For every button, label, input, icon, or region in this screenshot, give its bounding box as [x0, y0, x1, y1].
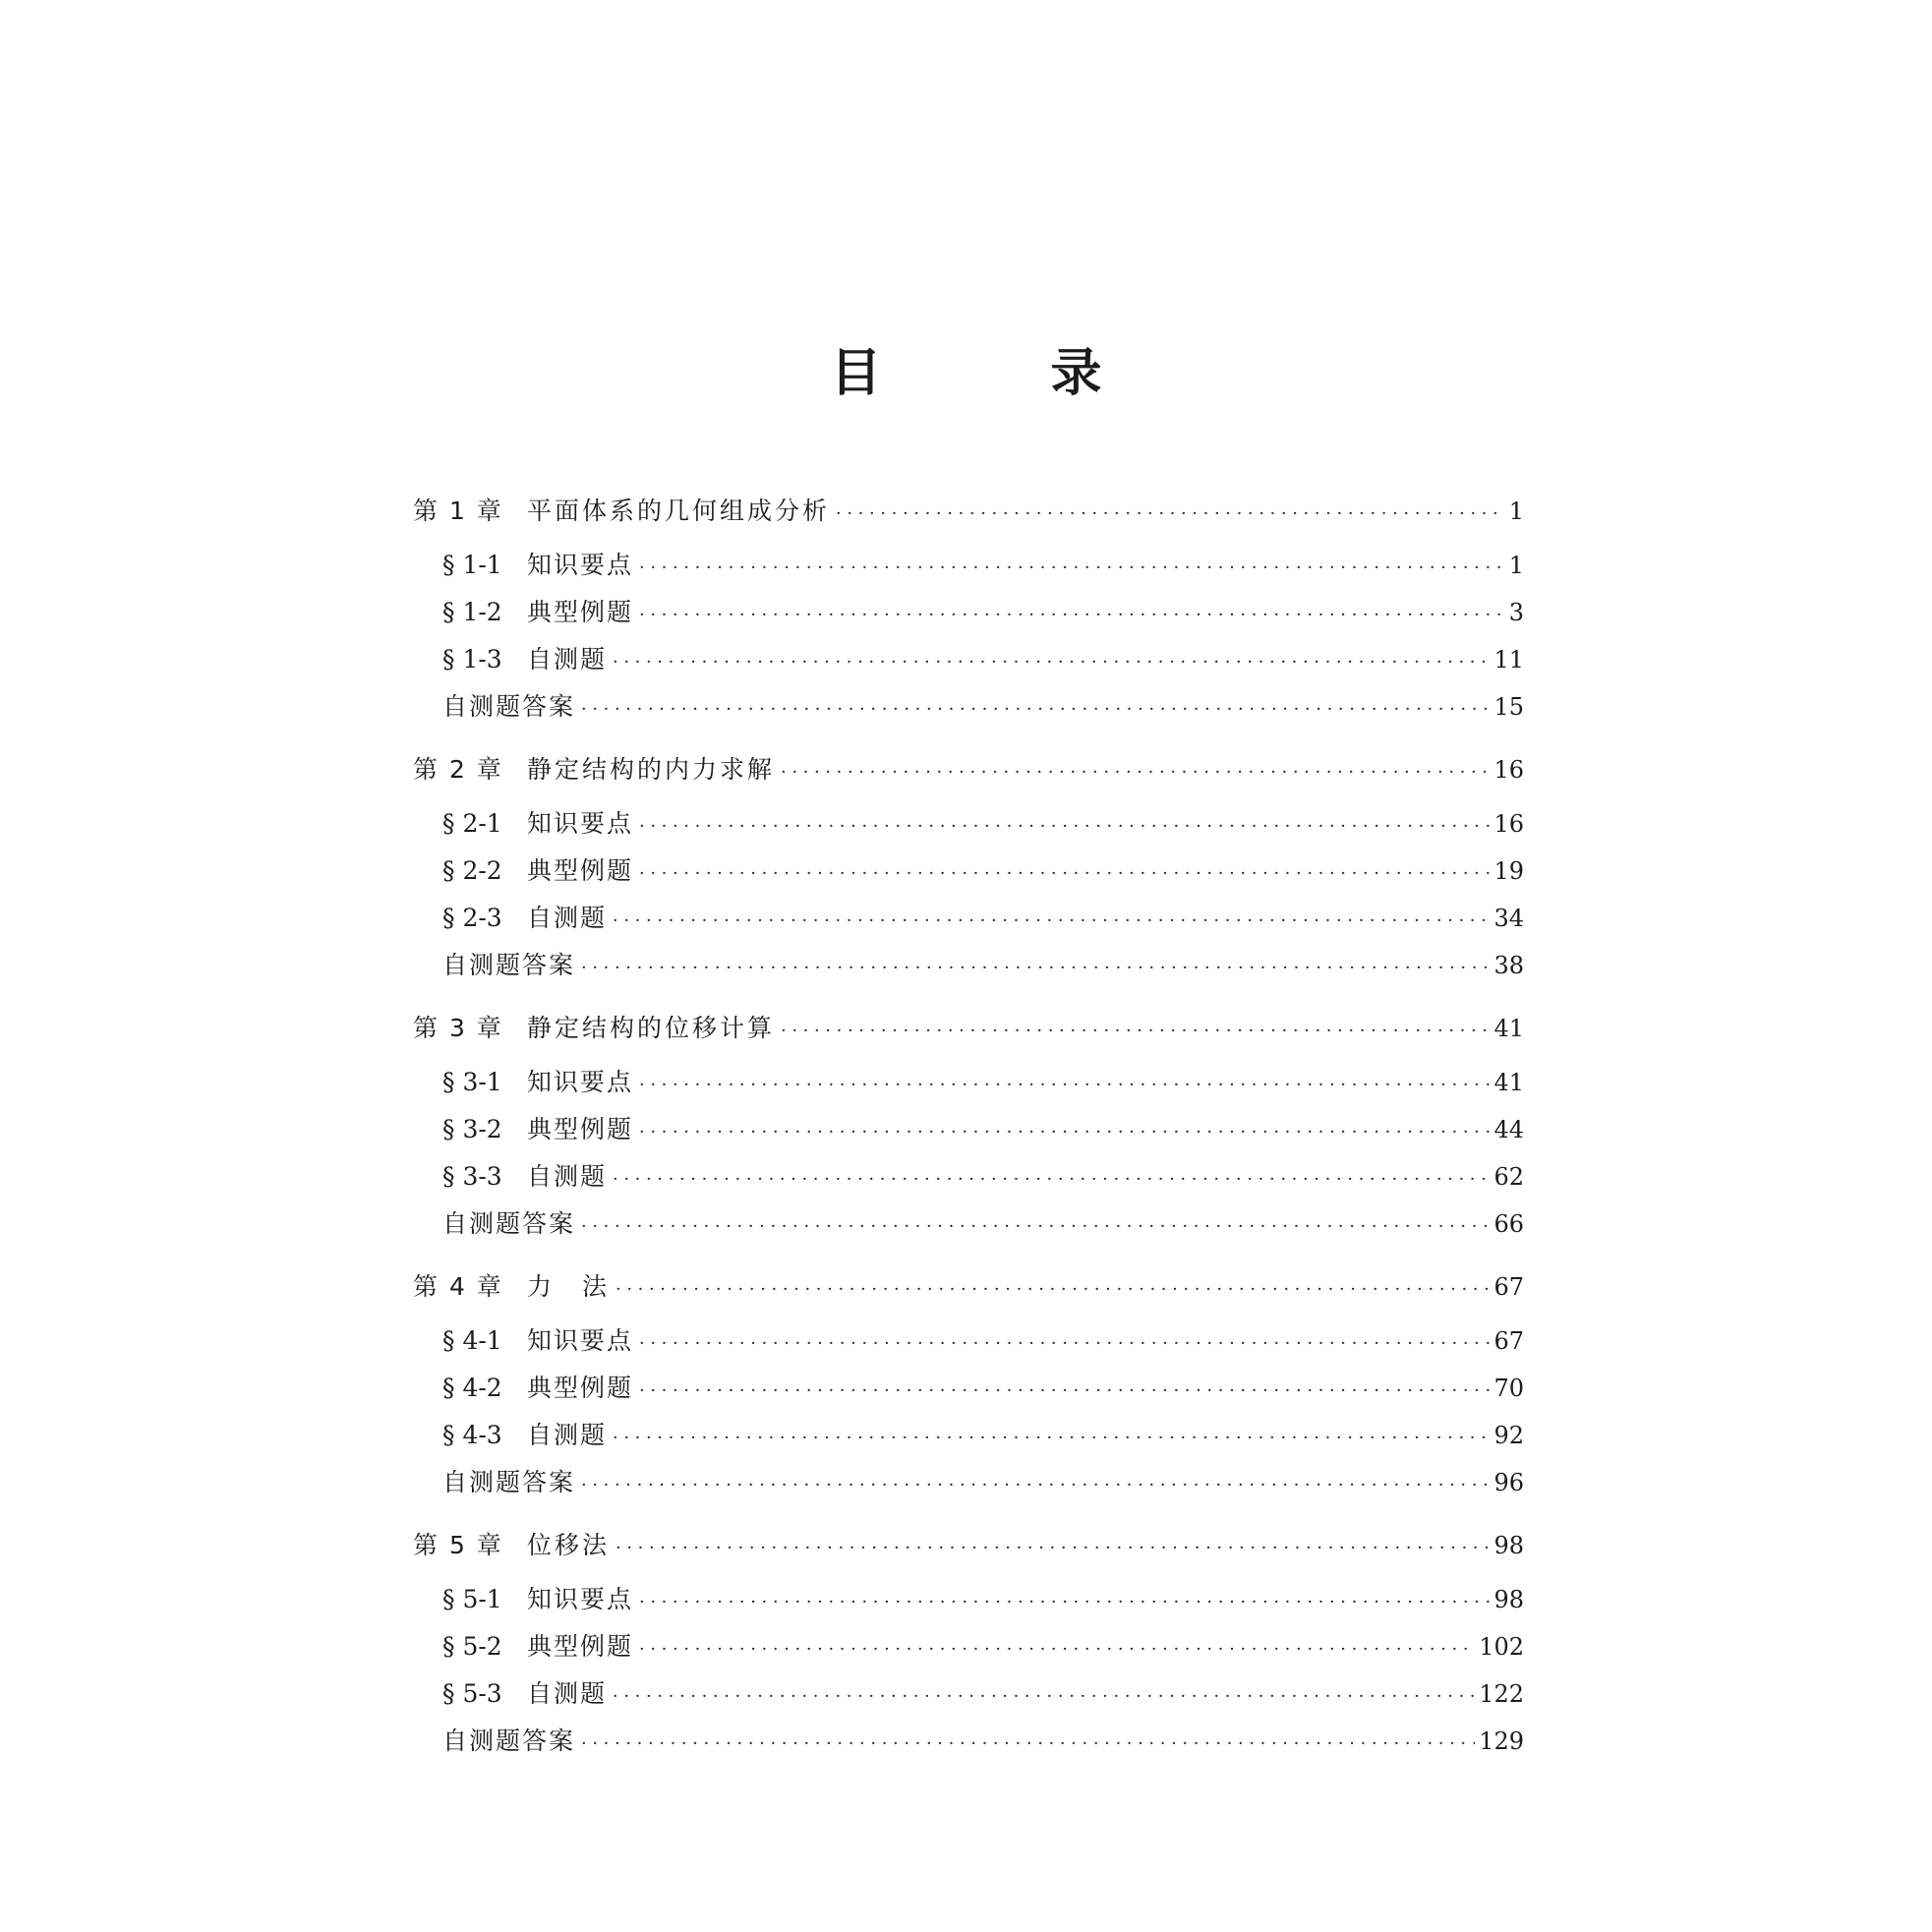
answers-title: 自测题答案 [442, 692, 576, 721]
page-number: 38 [1493, 952, 1524, 979]
page-number: 3 [1508, 599, 1524, 626]
section-title: 自测题 [527, 645, 608, 673]
dot-leader [639, 592, 1505, 636]
toc-section-entry[interactable] [413, 636, 1524, 683]
dot-leader [613, 639, 1490, 683]
dot-leader [615, 1526, 1490, 1568]
page-number: 67 [1493, 1273, 1524, 1301]
chapter-number: 第 3 章 [413, 1014, 503, 1042]
page-number: 129 [1479, 1727, 1524, 1755]
section-title: 知识要点 [527, 809, 634, 838]
section-number: § 4-2 [442, 1374, 502, 1402]
dot-leader [639, 1626, 1475, 1670]
page-number: 11 [1493, 646, 1524, 673]
section-number: § 3-1 [442, 1068, 502, 1096]
chapter-title: 平面体系的几何组成分析 [527, 497, 831, 525]
toc-section-entry[interactable] [413, 589, 1524, 636]
dot-leader [615, 1267, 1490, 1310]
section-number: § 5-1 [442, 1585, 502, 1613]
dot-leader [613, 1156, 1490, 1200]
toc-chapter-entry[interactable] [413, 1523, 1524, 1568]
toc-section-entry[interactable] [413, 1623, 1524, 1670]
section-title: 自测题 [527, 1162, 608, 1191]
chapter-title: 静定结构的内力求解 [527, 755, 776, 784]
toc-chapter-3 [413, 1006, 1524, 1248]
chapter-number: 第 4 章 [413, 1272, 503, 1301]
section-number: § 2-1 [442, 809, 502, 838]
page-number: 92 [1493, 1422, 1524, 1449]
section-number: § 3-2 [442, 1115, 502, 1143]
section-number: § 5-2 [442, 1632, 502, 1661]
toc-section-entry[interactable] [413, 895, 1524, 942]
page-number: 15 [1493, 693, 1524, 721]
chapter-title: 力 法 [527, 1272, 611, 1301]
dot-leader [639, 1320, 1490, 1365]
page-number: 62 [1493, 1163, 1524, 1191]
page-number: 41 [1493, 1015, 1524, 1042]
answers-title: 自测题答案 [442, 1209, 576, 1238]
section-number: § 1-3 [442, 645, 502, 673]
page-number: 122 [1479, 1680, 1524, 1708]
dot-leader [581, 945, 1490, 989]
chapter-number: 第 5 章 [413, 1531, 503, 1559]
answers-title: 自测题答案 [442, 951, 576, 979]
dot-leader [613, 1673, 1475, 1718]
page-number: 102 [1479, 1633, 1524, 1661]
page-number: 1 [1508, 498, 1524, 525]
page-number: 66 [1493, 1210, 1524, 1238]
toc-chapter-4 [413, 1264, 1524, 1506]
dot-leader [836, 492, 1505, 534]
toc-section-entry[interactable] [413, 800, 1524, 848]
toc-section-entry[interactable] [413, 542, 1524, 589]
section-title: 自测题 [527, 1679, 608, 1708]
dot-leader [781, 750, 1490, 792]
section-title: 典型例题 [527, 1632, 634, 1661]
chapter-number: 第 2 章 [413, 755, 503, 784]
table-of-contents [413, 489, 1524, 1765]
section-title: 典型例题 [527, 1374, 634, 1402]
toc-section-entry[interactable] [413, 1153, 1524, 1200]
dot-leader [639, 1062, 1490, 1106]
toc-answers-entry[interactable] [413, 942, 1524, 989]
dot-leader [581, 686, 1490, 731]
dot-leader [581, 1721, 1475, 1765]
dot-leader [639, 545, 1505, 589]
page-number: 98 [1493, 1532, 1524, 1559]
section-title: 知识要点 [527, 1585, 634, 1613]
toc-section-entry[interactable] [413, 1059, 1524, 1106]
dot-leader [581, 1203, 1490, 1248]
dot-leader [639, 1368, 1490, 1412]
page-number: 98 [1493, 1586, 1524, 1613]
page-number: 34 [1493, 905, 1524, 932]
toc-chapter-5 [413, 1523, 1524, 1765]
toc-answers-entry[interactable] [413, 1200, 1524, 1248]
toc-section-entry[interactable] [413, 848, 1524, 895]
toc-chapter-entry[interactable] [413, 489, 1524, 534]
page-number: 70 [1493, 1375, 1524, 1402]
page-title: 目 录 [830, 344, 1161, 403]
page-number: 1 [1508, 552, 1524, 579]
section-title: 典型例题 [527, 856, 634, 885]
dot-leader [639, 850, 1490, 895]
section-title: 自测题 [527, 1421, 608, 1449]
toc-answers-entry[interactable] [413, 1459, 1524, 1506]
section-title: 典型例题 [527, 598, 634, 626]
dot-leader [581, 1462, 1490, 1506]
section-number: § 2-3 [442, 904, 502, 932]
dot-leader [613, 1415, 1490, 1459]
toc-chapter-2 [413, 747, 1524, 989]
section-number: § 4-1 [442, 1326, 502, 1355]
section-title: 知识要点 [527, 1326, 634, 1355]
page-number: 44 [1493, 1116, 1524, 1143]
section-title: 自测题 [527, 904, 608, 932]
toc-answers-entry[interactable] [413, 1718, 1524, 1765]
section-number: § 1-2 [442, 598, 502, 626]
section-title: 知识要点 [527, 1068, 634, 1096]
toc-section-entry[interactable] [413, 1670, 1524, 1718]
section-number: § 2-2 [442, 856, 502, 885]
dot-leader [613, 898, 1490, 942]
toc-section-entry[interactable] [413, 1412, 1524, 1459]
toc-section-entry[interactable] [413, 1365, 1524, 1412]
dot-leader [781, 1009, 1490, 1051]
page-number: 16 [1493, 810, 1524, 838]
page-number: 16 [1493, 756, 1524, 784]
section-number: § 5-3 [442, 1679, 502, 1708]
page-number: 19 [1493, 857, 1524, 885]
page-number: 67 [1493, 1327, 1524, 1355]
answers-title: 自测题答案 [442, 1468, 576, 1496]
toc-section-entry[interactable] [413, 1106, 1524, 1153]
answers-title: 自测题答案 [442, 1727, 576, 1755]
chapter-number: 第 1 章 [413, 497, 503, 525]
toc-chapter-entry[interactable] [413, 747, 1524, 792]
dot-leader [639, 803, 1490, 848]
section-title: 知识要点 [527, 551, 634, 579]
section-number: § 1-1 [442, 551, 502, 579]
toc-chapter-entry[interactable] [413, 1006, 1524, 1051]
section-number: § 3-3 [442, 1162, 502, 1191]
dot-leader [639, 1579, 1490, 1623]
toc-section-entry[interactable] [413, 1576, 1524, 1623]
page-number: 96 [1493, 1469, 1524, 1496]
toc-answers-entry[interactable] [413, 683, 1524, 731]
chapter-title: 位移法 [527, 1531, 611, 1559]
section-number: § 4-3 [442, 1421, 502, 1449]
section-title: 典型例题 [527, 1115, 634, 1143]
toc-chapter-entry[interactable] [413, 1264, 1524, 1310]
toc-chapter-1 [413, 489, 1524, 731]
toc-section-entry[interactable] [413, 1317, 1524, 1365]
dot-leader [639, 1109, 1490, 1153]
chapter-title: 静定结构的位移计算 [527, 1014, 776, 1042]
page-number: 41 [1493, 1069, 1524, 1096]
